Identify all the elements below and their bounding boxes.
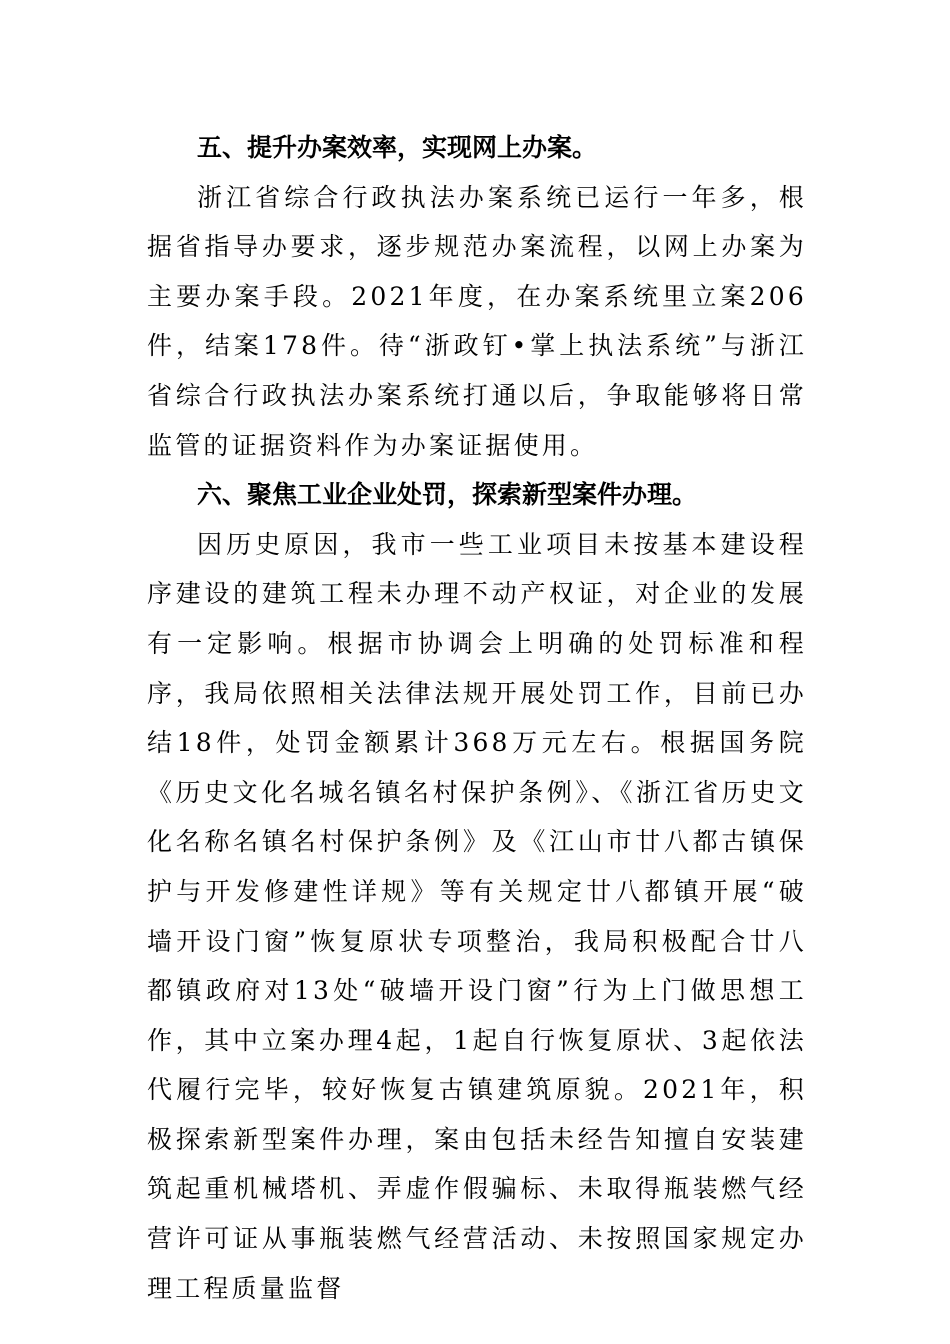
section-heading-six: 六、聚焦工业企业处罚，探索新型案件办理。 bbox=[197, 480, 698, 510]
section-heading-five: 五、提升办案效率，实现网上办案。 bbox=[197, 133, 598, 162]
document-body bbox=[147, 123, 807, 1313]
section-paragraph-five: 浙江省综合行政执法办案系统已运行一年多，根据省指导办要求，逐步规范办案流程，以网上办案为主要办案手段。2021年度，在办案系统里立案206件，结案178件。待“浙政钉•掌上执法系统”与浙江省综合行政执法办案系统打通以后，争取能够将日常监管的证据资料作为办案证据使用。 bbox=[147, 182, 807, 460]
section-paragraph-six: 因历史原因，我市一些工业项目未按基本建设程序建设的建筑工程未办理不动产权证，对企业的发展有一定影响。根据市协调会上明确的处罚标准和程序，我局依照相关法律法规开展处罚工作，目前已办结18件，处罚金额累计368万元左右。根据国务院《历史文化名城名镇名村保护条例》、《浙江省历史文化名称名镇名村保护条例》及《江山市廿八都古镇保护与开发修建性详规》等有关规定廿八都镇开展“破墙开设门窗”恢复原状专项整治，我局积极配合廿八都镇政府对13处“破墙开设门窗”行为上门做思想工作，其中立案办理4起，1起自行恢复原状、3起依法代履行完毕，较好恢复古镇建筑原貌。2021年，积极探索新型案件办理，案由包括未经告知擅自安装建筑起重机械塔机、弄虚作假骗标、未取得瓶装燃气经营许可证从事瓶装燃气经营活动、未按照国家规定办理工程质量监督 bbox=[147, 529, 807, 1303]
